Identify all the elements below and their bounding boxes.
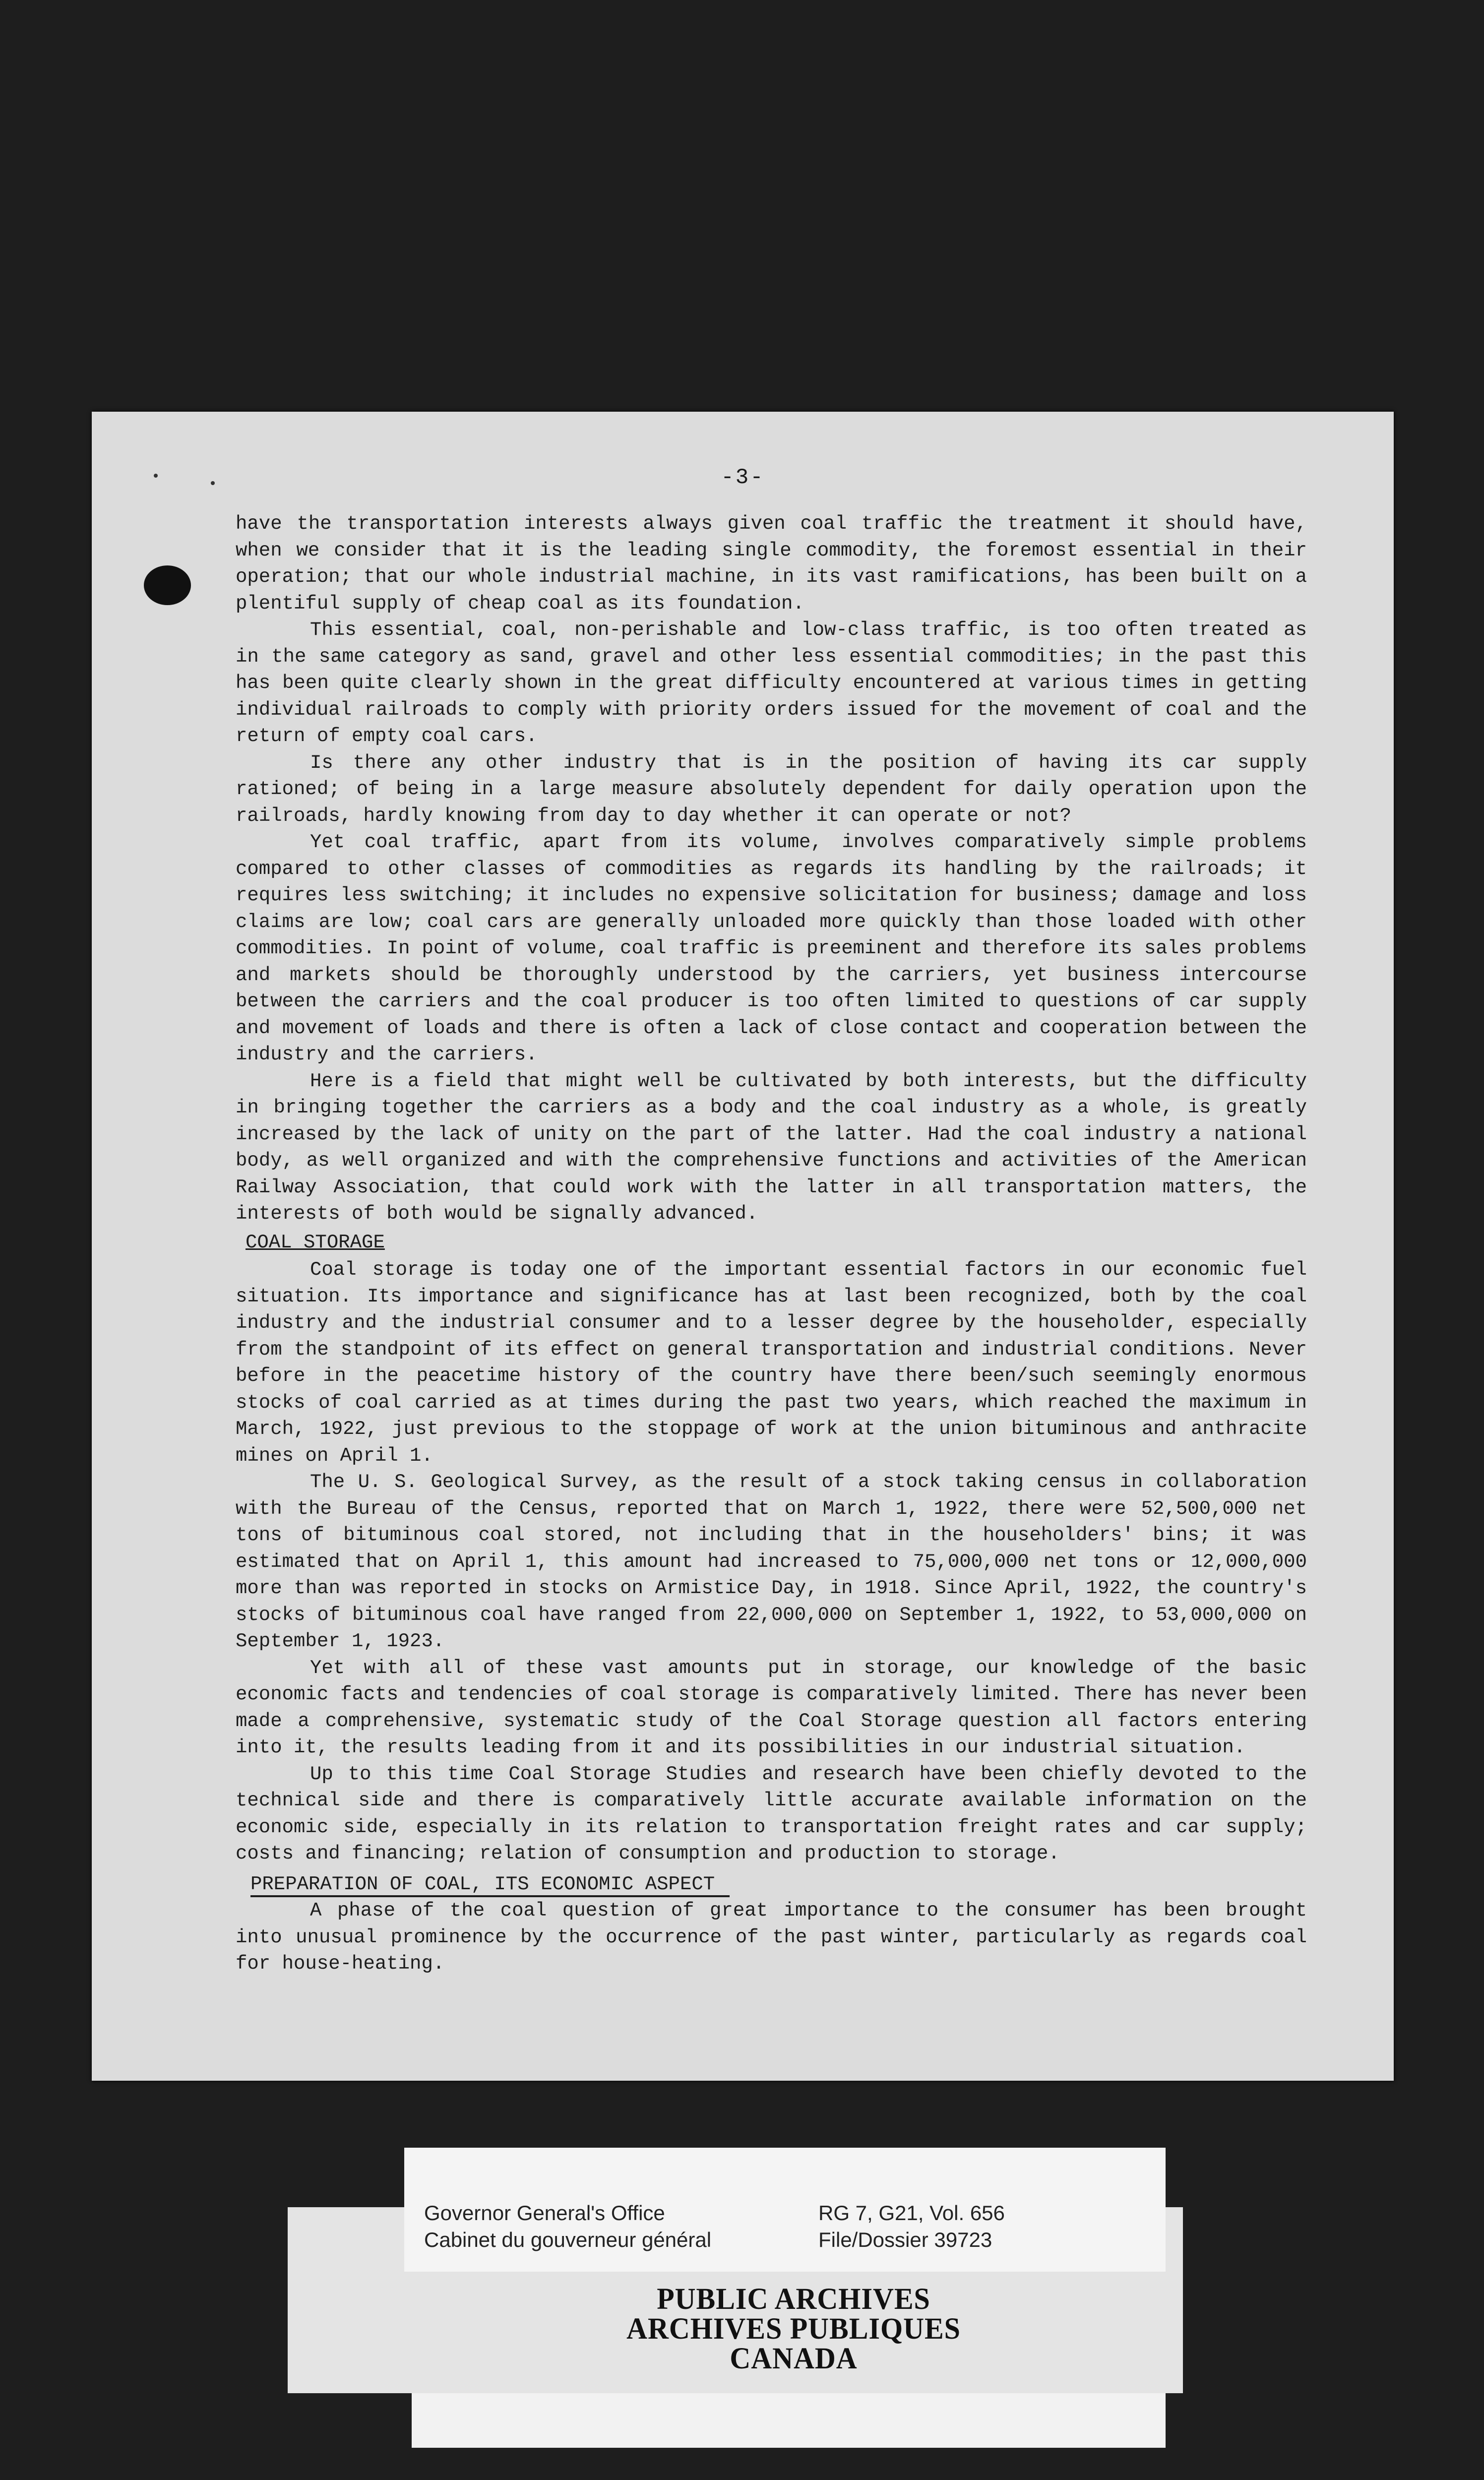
paragraph: Up to this time Coal Storage Studies and research have been chiefly devoted to the technical side and there is comparatively little accurate available information on the economic side, especially in its relation to transportation freight rates and car supply; costs and financing; relation of consumption and production to storage.	[236, 1763, 1307, 1864]
archive-label-strip	[412, 2393, 1166, 2448]
paragraph: A phase of the coal question of great importance to the consumer has been brought into unusual prominence by the occurrence of the past winter, particularly as regards coal for house-heating.	[236, 1900, 1307, 1975]
paragraph: Yet coal traffic, apart from its volume, involves comparatively simple problems compared to other classes of commodities as regards its handling by the railroads; it requires less switching; it includes no expensive solicitation for business; damage and loss claims are low; coal cars are generally unloaded more quickly than those loaded with other commodities. In point of volume, coal traffic is preeminent and therefore its sales problems and markets should be thoroughly understood by the carriers, yet business intercourse between the carriers and the coal producer is too often limited to questions of car supply and movement of loads and there is often a lack of close contact and cooperation between the industry and the carriers.	[236, 831, 1307, 1065]
paragraph: Here is a field that might well be cultivated by both interests, but the difficulty in bringing together the carriers as a body and the coal industry as a whole, is greatly increased by the lack of unity on the part of the latter. Had the coal industry a national body, as well organized and with the comprehensive functions and activities of the American Railway Association, that could work with the latter in all transportation matters, the interests of both would be signally advanced.	[236, 1070, 1307, 1225]
paragraph: have the transportation interests always given coal traffic the treatment it should have, when we consider that it is the leading single commodity, the foremost essential in their operation; that our whole industrial machine, in its vast ramifications, has been built on a plentiful supply of cheap coal as its foundation.	[236, 513, 1307, 615]
punch-hole	[144, 565, 191, 605]
document-page	[92, 412, 1394, 2081]
paragraph: This essential, coal, non-perishable and low-class traffic, is too often treated as in the same category as sand, gravel and other less essential commodities; in the past this has been quite clearly shown in the great difficulty encountered at various times in getting individual railroads to comply with priority orders issued for the movement of coal and the return of empty coal cars.	[236, 619, 1307, 747]
paragraph: Coal storage is today one of the important essential factors in our economic fuel situation. Its importance and significance has at last been recognized, both by the coal industry and the industrial consumer and to a lesser degree by the householder, especially from the standpoint of its effect on general transportation and industrial conditions. Never before in the peacetime history of the country have there been/such seemingly enormous stocks of coal carried as at times during the past two years, which reached the maximum in March, 1922, just previous to the stoppage of work at the union bituminous and anthracite mines on April 1.	[236, 1259, 1307, 1467]
record-group: RG 7, G21, Vol. 656	[818, 2201, 1005, 2225]
public-archives-stamp	[546, 2284, 1042, 2373]
paragraph: Yet with all of these vast amounts put in storage, our knowledge of the basic economic facts and tendencies of coal storage is comparatively limited. There has never been made a comprehensive, systematic study of the Coal Storage question all factors entering into it, the results leading from it and its possibilities in our industrial situation.	[236, 1657, 1307, 1758]
document-body	[236, 511, 1307, 1978]
archive-reference	[818, 2200, 1005, 2253]
paragraph: The U. S. Geological Survey, as the result of a stock taking census in collaboration with the Bureau of the Census, reported that on March 1, 1922, there were 52,500,000 net tons of bituminous coal stored, not including that in the householders' bins; it was estimated that on April 1, this amount had increased to 75,000,000 net tons or 12,000,000 more than was reported in stocks on Armistice Day, in 1918. Since April, 1922, the country's stocks of bituminous coal have ranged from 22,000,000 on September 1, 1922, to 53,000,000 on September 1, 1923.	[236, 1471, 1307, 1652]
paragraph: Is there any other industry that is in the position of having its car supply rationed; of being in a large measure absolutely dependent for daily operation upon the railroads, hardly knowing from day to day whether it can operate or not?	[236, 751, 1307, 827]
file-number: File/Dossier 39723	[818, 2228, 992, 2251]
office-french: Cabinet du gouverneur général	[424, 2228, 712, 2251]
archive-office	[424, 2200, 711, 2253]
section-heading-coal-storage: COAL STORAGE	[246, 1231, 385, 1253]
stamp-line: ARCHIVES PUBLIQUES	[626, 2311, 961, 2346]
office-english: Governor General's Office	[424, 2201, 665, 2225]
section-heading-preparation: PREPARATION OF COAL, ITS ECONOMIC ASPECT	[250, 1873, 730, 1897]
stamp-line: PUBLIC ARCHIVES	[657, 2282, 930, 2316]
page-number: -3-	[721, 465, 765, 490]
stamp-line: CANADA	[730, 2341, 858, 2375]
